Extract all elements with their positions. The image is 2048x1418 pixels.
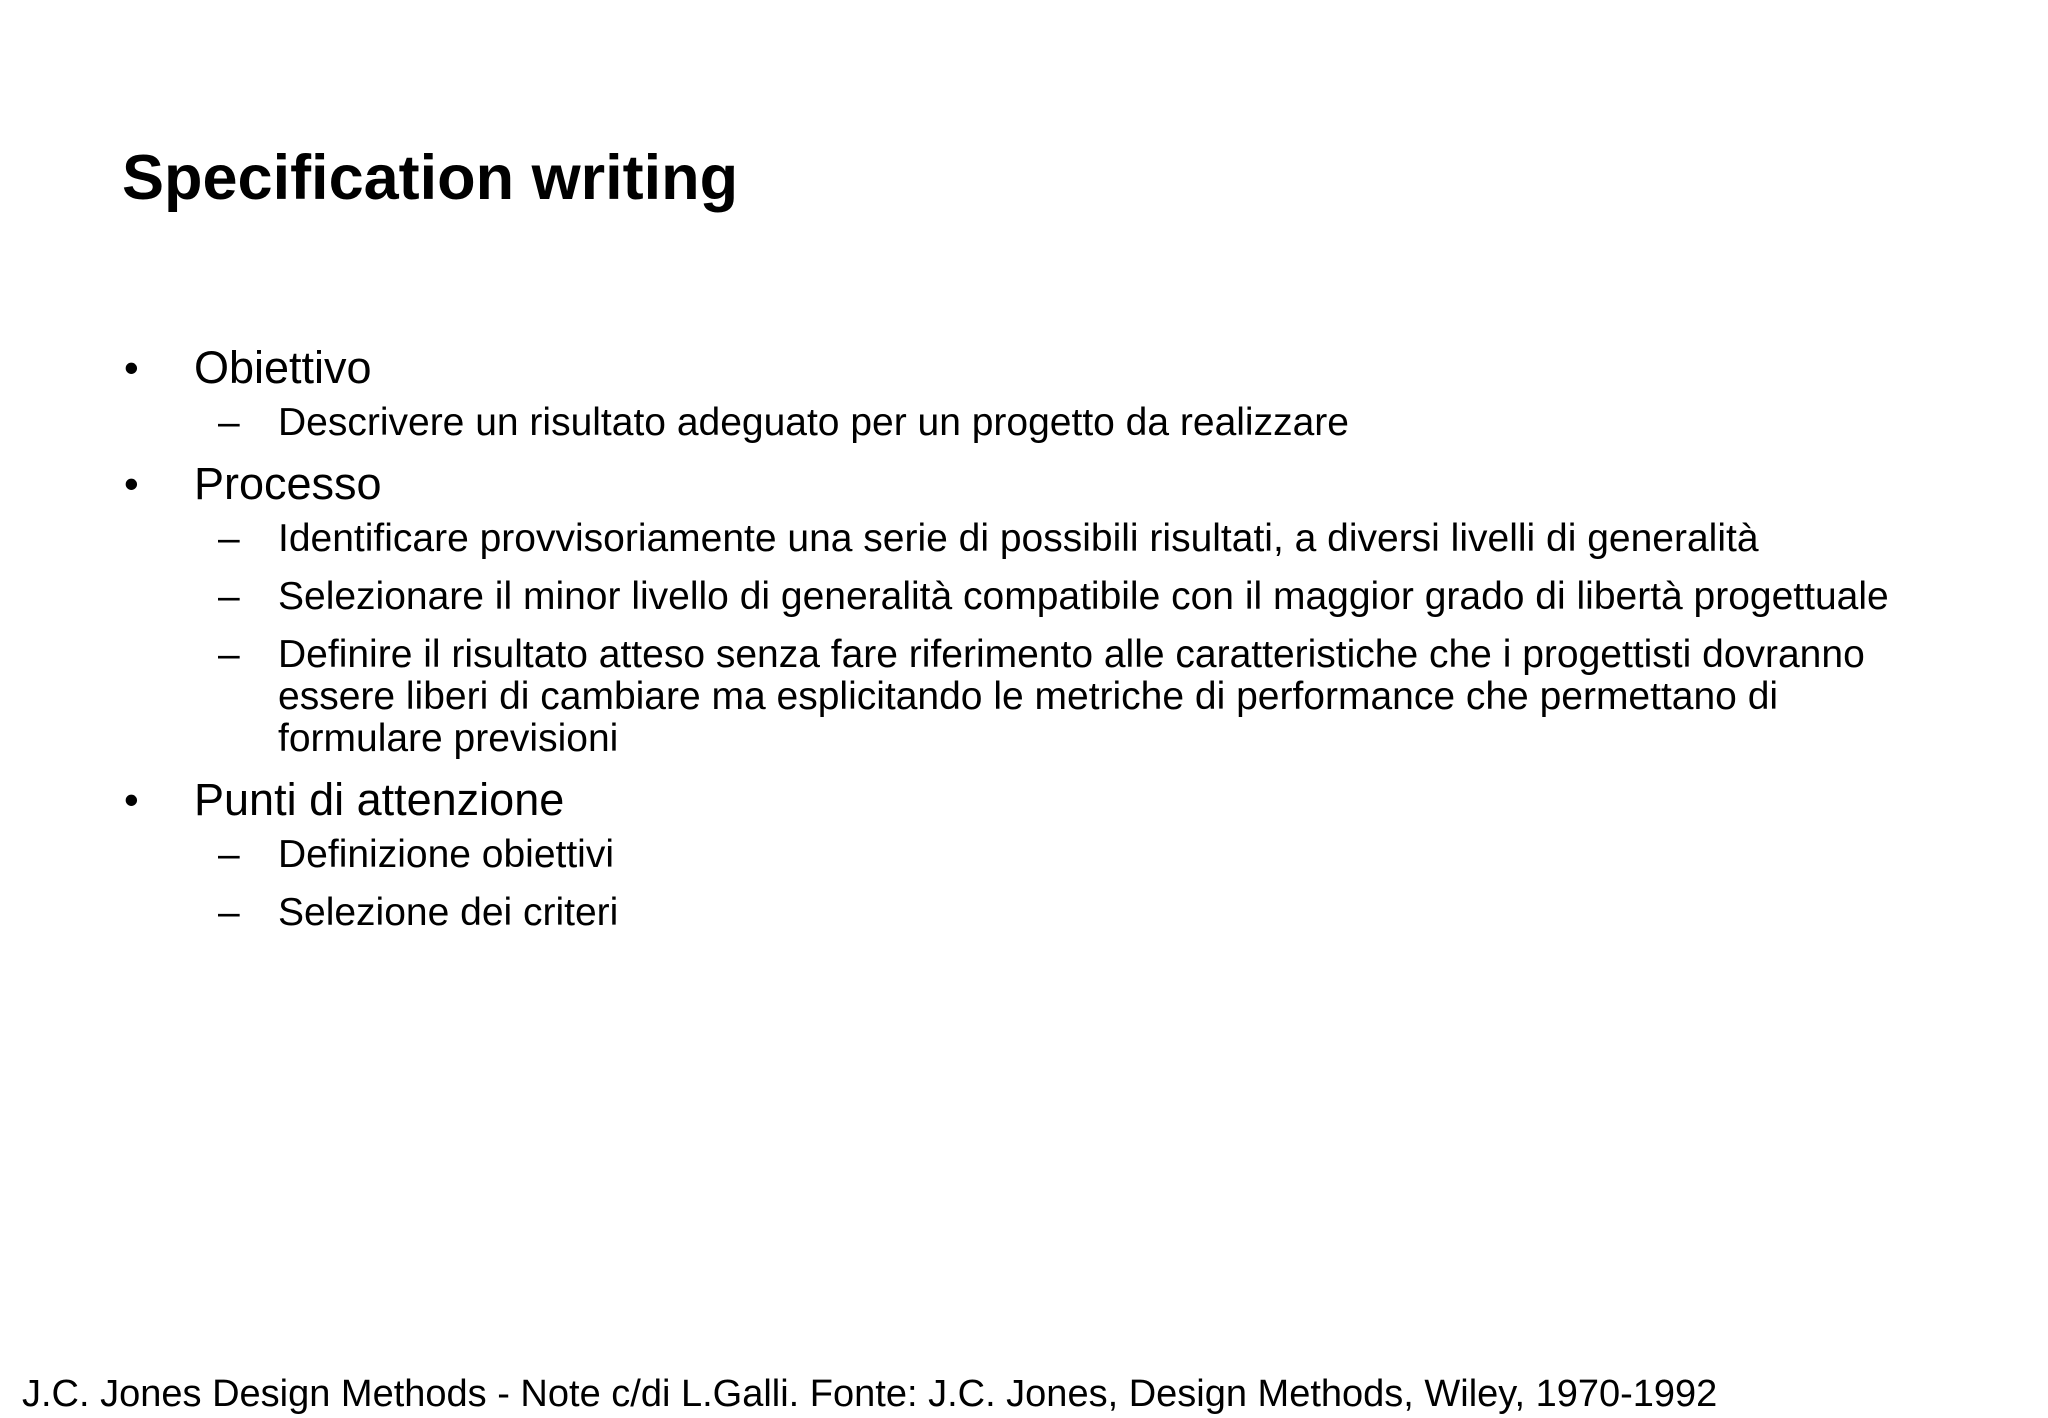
sub-bullet: [0, 892, 1918, 934]
bullet-marker: •: [124, 344, 139, 391]
sub-bullet-text: Selezione dei criteri: [278, 891, 619, 934]
sub-bullet-marker: –: [218, 833, 240, 876]
sub-bullet-marker: –: [218, 517, 240, 560]
bullet-heading: Punti di attenzione: [194, 774, 565, 825]
bullet-heading: Obiettivo: [194, 342, 372, 393]
sub-bullet-marker: –: [218, 401, 240, 444]
bullet-processo: [0, 456, 2048, 512]
bullet-marker: •: [124, 460, 139, 507]
bullet-list: [0, 340, 2048, 934]
sub-bullet-text: Definire il risultato atteso senza fare riferimento alle caratteristiche che i progettisti dovranno essere liberi di cambiare ma esplicitando le metriche di performance che permettano di formulare previsioni: [278, 633, 1865, 760]
sub-bullet: [0, 634, 1918, 760]
sub-bullet-text: Identificare provvisoriamente una serie di possibili risultati, a diversi livelli di generalità: [278, 517, 1759, 560]
sub-bullet: [0, 576, 1918, 618]
sub-bullet-text: Descrivere un risultato adeguato per un progetto da realizzare: [278, 401, 1349, 444]
sub-bullet-marker: –: [218, 575, 240, 618]
sub-bullet: [0, 518, 1918, 560]
slide-title: Specification writing: [122, 143, 739, 213]
sub-bullet: [0, 834, 1918, 876]
bullet-marker: •: [124, 776, 139, 823]
sub-bullet-marker: –: [218, 891, 240, 934]
bullet-heading: Processo: [194, 458, 382, 509]
bullet-punti-di-attenzione: [0, 772, 2048, 828]
bullet-obiettivo: [0, 340, 2048, 396]
sub-bullet: [0, 402, 1918, 444]
sub-bullet-text: Definizione obiettivi: [278, 833, 615, 876]
sub-bullet-marker: –: [218, 633, 240, 676]
slide-footer: J.C. Jones Design Methods - Note c/di L.Galli. Fonte: J.C. Jones, Design Methods, Wiley, 1970-1992: [22, 1373, 1718, 1415]
sub-bullet-text: Selezionare il minor livello di generalità compatibile con il maggior grado di libertà progettuale: [278, 575, 1889, 618]
